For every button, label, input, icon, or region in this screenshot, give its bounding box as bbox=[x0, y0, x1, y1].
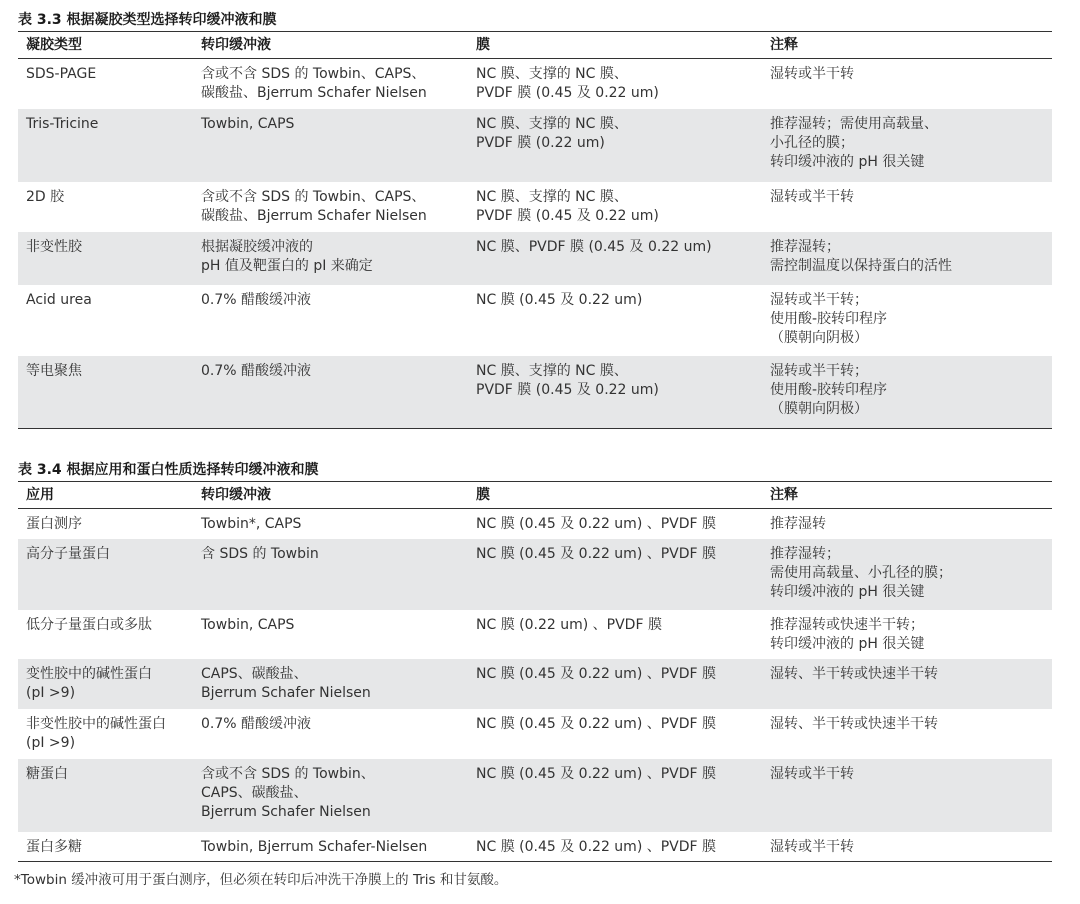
table-cell: NC 膜 (0.45 及 0.22 um) 、PVDF 膜 bbox=[476, 516, 717, 532]
column-header: 注释 bbox=[762, 32, 1052, 59]
table-row bbox=[18, 109, 1052, 182]
document-page bbox=[14, 0, 1052, 888]
table-row bbox=[18, 285, 1052, 356]
gel-type-table bbox=[18, 31, 1052, 429]
table-cell: 糖蛋白 bbox=[18, 759, 193, 832]
table-cell: 蛋白多糖 bbox=[26, 838, 82, 855]
table-3-4-title: 表 3.4 根据应用和蛋白性质选择转印缓冲液和膜 bbox=[18, 462, 319, 478]
table-cell: 推荐湿转； 需使用高载量、小孔径的膜； 转印缓冲液的 pH 很关键 bbox=[762, 539, 1052, 610]
table-header-row bbox=[18, 32, 1052, 59]
table-cell: NC 膜 (0.22 um) 、PVDF 膜 bbox=[476, 616, 662, 633]
table-cell: 0.7% 醋酸缓冲液 bbox=[201, 291, 312, 308]
table-cell: 湿转或半干转； 使用酸-胶转印程序 （膜朝向阴极） bbox=[762, 356, 1052, 429]
table-row bbox=[18, 509, 1052, 539]
table-cell: NC 膜 (0.45 及 0.22 um) 、PVDF 膜 bbox=[468, 759, 762, 832]
table-cell: NC 膜 (0.45 及 0.22 um) 、PVDF 膜 bbox=[476, 715, 717, 732]
table-cell: Towbin, CAPS bbox=[193, 109, 468, 182]
table-cell: NC 膜 (0.45 及 0.22 um) 、PVDF 膜 bbox=[468, 539, 762, 610]
table-cell: 湿转、半干转或快速半干转 bbox=[770, 715, 938, 732]
table-header-row bbox=[18, 482, 1052, 509]
table-cell: NC 膜 (0.45 及 0.22 um) 、PVDF 膜 bbox=[476, 838, 717, 855]
table-cell: 湿转或半干转 bbox=[762, 759, 1052, 832]
table-cell: 含或不含 SDS 的 Towbin、CAPS、 碳酸盐、Bjerrum Schafer Nielsen bbox=[201, 66, 427, 101]
table-row bbox=[18, 610, 1052, 659]
table-cell: 湿转或半干转 bbox=[770, 838, 854, 855]
table-cell: 0.7% 醋酸缓冲液 bbox=[193, 356, 468, 429]
column-header: 转印缓冲液 bbox=[193, 32, 468, 59]
column-header: 膜 bbox=[468, 32, 762, 59]
table-3-3-title: 表 3.3 根据凝胶类型选择转印缓冲液和膜 bbox=[18, 12, 277, 28]
table-cell: NC 膜、PVDF 膜 (0.45 及 0.22 um) bbox=[468, 232, 762, 285]
table-cell: 低分子量蛋白或多肽 bbox=[26, 616, 152, 633]
table-cell: 湿转、半干转或快速半干转 bbox=[762, 659, 1052, 709]
table-cell: 根据凝胶缓冲液的 pH 值及靶蛋白的 pI 来确定 bbox=[193, 232, 468, 285]
table-cell: NC 膜、支撑的 NC 膜、 PVDF 膜 (0.22 um) bbox=[468, 109, 762, 182]
column-header: 凝胶类型 bbox=[18, 32, 193, 59]
table-cell: Towbin, CAPS bbox=[201, 616, 295, 633]
table-cell: 高分子量蛋白 bbox=[18, 539, 193, 610]
footnote: *Towbin 缓冲液可用于蛋白测序，但必须在转印后冲洗干净膜上的 Tris 和甘氨酸。 bbox=[14, 872, 508, 888]
table-row bbox=[18, 59, 1052, 109]
gel-type-table-body bbox=[18, 59, 1052, 429]
table-cell: 蛋白测序 bbox=[26, 516, 82, 532]
table-cell: 含或不含 SDS 的 Towbin、 CAPS、碳酸盐、 Bjerrum Schafer Nielsen bbox=[193, 759, 468, 832]
table-cell: NC 膜 (0.45 及 0.22 um) 、PVDF 膜 bbox=[468, 659, 762, 709]
column-header: 应用 bbox=[18, 482, 193, 509]
table-cell: 推荐湿转；需使用高载量、 小孔径的膜； 转印缓冲液的 pH 很关键 bbox=[762, 109, 1052, 182]
table-cell: 湿转或半干转 bbox=[770, 188, 854, 205]
table-row bbox=[18, 659, 1052, 709]
table-cell: 变性胶中的碱性蛋白 (pI >9) bbox=[18, 659, 193, 709]
table-cell: 含 SDS 的 Towbin bbox=[193, 539, 468, 610]
table-cell: NC 膜、支撑的 NC 膜、 PVDF 膜 (0.45 及 0.22 um) bbox=[476, 188, 659, 224]
table-cell: CAPS、碳酸盐、 Bjerrum Schafer Nielsen bbox=[193, 659, 468, 709]
table-spacer bbox=[18, 429, 1052, 459]
table-cell: 湿转或半干转； 使用酸-胶转印程序 （膜朝向阴极） bbox=[770, 291, 888, 346]
table-row bbox=[18, 709, 1052, 759]
table-cell: 2D 胶 bbox=[26, 188, 65, 205]
table-row bbox=[18, 759, 1052, 832]
table-cell: Towbin*, CAPS bbox=[201, 516, 302, 532]
table-cell: 推荐湿转或快速半干转； 转印缓冲液的 pH 很关键 bbox=[770, 616, 925, 652]
application-table-body bbox=[18, 509, 1052, 862]
column-header: 注释 bbox=[762, 482, 1052, 509]
table-cell: SDS-PAGE bbox=[26, 66, 97, 82]
table-cell: NC 膜、支撑的 NC 膜、 PVDF 膜 (0.45 及 0.22 um) bbox=[468, 356, 762, 429]
table-cell: NC 膜 (0.45 及 0.22 um) bbox=[476, 291, 643, 308]
table-cell: 非变性胶中的碱性蛋白 (pI >9) bbox=[26, 715, 166, 751]
table-cell: 非变性胶 bbox=[18, 232, 193, 285]
table-row bbox=[18, 356, 1052, 429]
table-row bbox=[18, 832, 1052, 862]
table-cell: Acid urea bbox=[26, 291, 92, 308]
table-cell: Towbin, Bjerrum Schafer-Nielsen bbox=[201, 838, 428, 855]
table-cell: 含或不含 SDS 的 Towbin、CAPS、 碳酸盐、Bjerrum Schafer Nielsen bbox=[201, 188, 427, 224]
table-cell: 等电聚焦 bbox=[18, 356, 193, 429]
table-cell: 湿转或半干转 bbox=[770, 66, 854, 82]
table-row bbox=[18, 182, 1052, 232]
table-row bbox=[18, 232, 1052, 285]
column-header: 膜 bbox=[468, 482, 762, 509]
application-table bbox=[18, 481, 1052, 862]
table-cell: Tris-Tricine bbox=[18, 109, 193, 182]
table-cell: NC 膜、支撑的 NC 膜、 PVDF 膜 (0.45 及 0.22 um) bbox=[476, 66, 659, 101]
table-cell: 0.7% 醋酸缓冲液 bbox=[201, 715, 312, 732]
column-header: 转印缓冲液 bbox=[193, 482, 468, 509]
table-cell: 推荐湿转 bbox=[770, 516, 826, 532]
table-cell: 推荐湿转； 需控制温度以保持蛋白的活性 bbox=[762, 232, 1052, 285]
table-row bbox=[18, 539, 1052, 610]
